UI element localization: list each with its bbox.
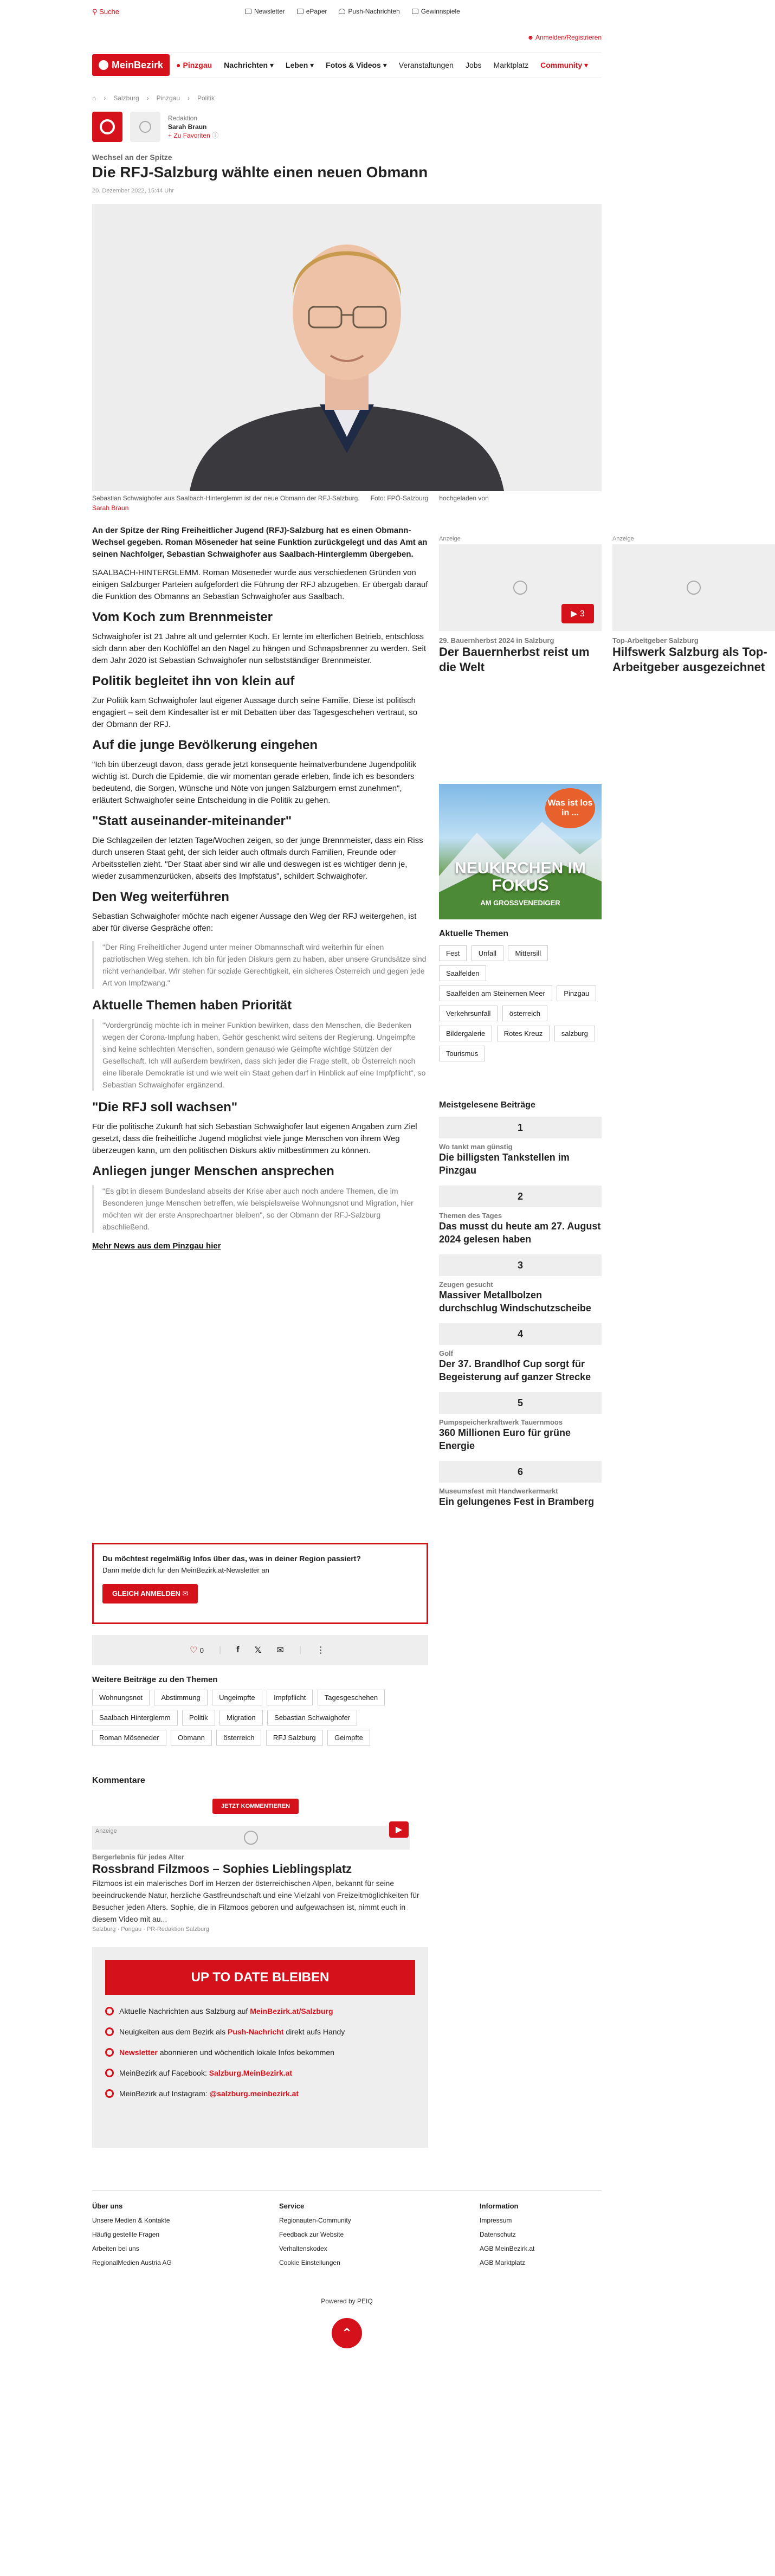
topic-tag[interactable]: Saalfelden am Steinernen Meer [439, 986, 552, 1001]
paragraph: Sebastian Schwaighofer möchte nach eigener Aussage den Weg der RFJ weitergehen, ist aber für diverse Gespräche offen: [92, 912, 417, 933]
badge-icon [105, 2048, 114, 2057]
breadcrumb-politik[interactable]: Politik [197, 94, 215, 102]
chevron-up-icon: ⌃ [341, 2326, 353, 2341]
play-video-icon[interactable]: ▶ 3 [561, 604, 594, 623]
top-bar [0, 0, 694, 25]
footer-col-info: Information Impressum Datenschutz AGB MeinBezirk.at AGB Marktplatz [480, 2202, 535, 2266]
topic-tag[interactable]: Tagesgeschehen [318, 1690, 385, 1705]
ad-image [439, 544, 602, 631]
breadcrumb: ⌂ › Salzburg › Pinzgau › Politik [92, 94, 215, 102]
quote: "Es gibt in diesem Bundesland abseits der Krise aber auch noch andere Themen, die im Besonderen junge Menschen betreffen, wie beispielsweise Wohnungsnot und Migration, hier möchten wir der erste Ansprechpartner bleiben", so der Obmann der RFJ-Salzburg abschließend. [92, 1185, 428, 1233]
topic-tag[interactable]: Obmann [171, 1730, 212, 1746]
rank-number: 5 [439, 1392, 602, 1414]
epaper-link[interactable]: ePaper [297, 8, 327, 15]
mail-icon [245, 9, 251, 14]
like-button[interactable]: ♡ 0 [190, 1646, 204, 1655]
topic-tag[interactable]: Roman Möseneder [92, 1730, 166, 1746]
comments-title: Kommentare [92, 1776, 145, 1785]
nav-leben[interactable]: Leben ▾ [286, 60, 314, 69]
topic-tag[interactable]: Sebastian Schwaighofer [267, 1710, 357, 1725]
author-avatar[interactable] [130, 112, 160, 142]
nav-jobs[interactable]: Jobs [465, 61, 482, 69]
subheading: Vom Koch zum Brennmeister [92, 610, 273, 624]
newspaper-icon [297, 9, 303, 14]
article-lead: An der Spitze der Ring Freiheitlicher Jugend (RFJ)-Salzburg hat es einen Obmann-Wechsel gegeben. Roman Möseneder hat seine Funktion zurückgelegt und das Amt an seinen Nachfolger, Sebastian Schwaighofer aus Saalbach-Hinterglemm übergeben. [92, 526, 428, 559]
topic-tag[interactable]: Bildergalerie [439, 1026, 492, 1041]
newsletter-link[interactable]: Newsletter [245, 8, 285, 15]
topic-tag[interactable]: Verkehrsunfall [439, 1006, 498, 1021]
topic-tag[interactable]: Migration [219, 1710, 262, 1725]
play-video-icon[interactable]: ▶ [389, 1821, 409, 1838]
topic-tag[interactable]: Mittersill [508, 945, 548, 961]
popular-item[interactable]: 3 Zeugen gesucht Massiver Metallbolzen durchschlug Windschutzscheibe [439, 1254, 602, 1315]
topic-tag[interactable]: Tourismus [439, 1046, 485, 1061]
footer-col-about: Über uns Unsere Medien & Kontakte Häufig gestellte Fragen Arbeiten bei uns RegionalMedien Austria AG [92, 2202, 172, 2266]
more-news-link[interactable]: Mehr News aus dem Pinzgau hier [92, 1241, 221, 1251]
rank-number: 3 [439, 1254, 602, 1276]
search-icon: ⚲ [92, 8, 98, 16]
paragraph: Schwaighofer ist 21 Jahre alt und gelernter Koch. Er lernte im elterlichen Betrieb, entschloss sich dann aber den Kochlöffel an den Nagel zu hängen und Schnapsbrenner zu werden. Seit dem Jahr 2020 ist Sebastian Schwaighofer nun selbstständiger Brennmeister. [92, 632, 426, 665]
paragraph: "Ich bin überzeugt davon, dass gerade jetzt konsequente heimatverbundene Jugendpolitik wichtig ist. Durch die Epidemie, die wir momentan gerade erleben, finde ich es besonders bedeutend, die Sorgen, Wünsche und Nöte von jungen Salzburgern ernst zunehmen", erläutert Schwaighofer seine Entscheidung in die Politik zu gehen. [92, 760, 417, 805]
site-logo[interactable]: MeinBezirk [92, 54, 170, 76]
mail-icon: ✉ [182, 1589, 189, 1598]
chevron-down-icon: ▾ [269, 60, 274, 69]
rank-number: 4 [439, 1323, 602, 1345]
paragraph: Die Schlagzeilen der letzten Tage/Wochen zeigen, so der junge Brennmeister, dass ein Riss durch unseren Staat geht, der sich leider auch oftmals durch Familien, Freunde oder Arbeitsstellen zieht. "Der Staat aber sind wir alle und deswegen ist es wichtiger denn je, wieder zusammenzurücken, abseits des Impfstatus", schildert Schwaighofer. [92, 836, 423, 881]
x-twitter-icon[interactable]: 𝕏 [254, 1646, 262, 1655]
caption-uploader-link[interactable]: Sarah Braun [92, 504, 129, 512]
image-caption: Sebastian Schwaighofer aus Saalbach-Hinterglemm ist der neue Obmann der RFJ-Salzburg. Foto: FPÖ-Salzburg hochgeladen von Sarah Braun [92, 494, 489, 512]
topic-tag[interactable]: Geimpfte [327, 1730, 370, 1746]
comment-button[interactable]: JETZT KOMMENTIEREN [212, 1799, 299, 1814]
newsletter-box [92, 1543, 428, 1624]
rank-number: 6 [439, 1461, 602, 1483]
topic-tag[interactable]: Ungeimpfte [212, 1690, 262, 1705]
topic-tag[interactable]: österreich [216, 1730, 261, 1746]
subheading: Anliegen junger Menschen ansprechen [92, 1164, 334, 1178]
article-kicker: Wechsel an der Spitze [92, 153, 172, 162]
chevron-down-icon: ▾ [383, 60, 387, 69]
loading-spinner-icon [513, 581, 527, 595]
badge-icon [105, 2069, 114, 2077]
user-placeholder-icon [139, 121, 151, 133]
nav-marktplatz[interactable]: Marktplatz [493, 61, 529, 69]
paragraph: Zur Politik kam Schwaighofer laut eigener Aussage durch seine Familie. Diese ist politisch engagiert – seit dem Kindesalter ist er mit Debatten über das Tagesgeschehen vertraut, so der Obmann der RFJ. [92, 696, 418, 729]
topic-tag[interactable]: Rotes Kreuz [497, 1026, 550, 1041]
footer-link[interactable]: AGB Marktplatz [480, 2259, 526, 2266]
more-options-icon[interactable]: ⋮ [316, 1646, 325, 1655]
banner-badge: Was ist los in ... [545, 788, 595, 828]
article-date: 20. Dezember 2022, 15:44 Uhr [92, 188, 175, 194]
up-to-date-banner: UP TO DATE BLEIBEN [105, 1960, 415, 1995]
nav-fotos[interactable]: Fotos & Videos ▾ [326, 60, 387, 69]
article-body [92, 525, 428, 1251]
popular-item[interactable]: 1 Wo tankt man günstig Die billigsten Tankstellen im Pinzgau [439, 1117, 602, 1177]
footer-link[interactable]: Häufig gestellte Fragen [92, 2231, 160, 2238]
banner-subtitle: AM GROSSVENEDIGER [480, 899, 560, 907]
heart-icon: ♡ [190, 1646, 198, 1655]
paragraph: Für die politische Zukunft hat sich Sebastian Schwaighofer laut eigenen Angaben zum Ziel gesetzt, dass die freiheitliche Jugend möglichst viele junge Menschen von ihrem Weg überzeugen kann, um den politischen Diskurs aktiv mitbestimmen zu können. [92, 1122, 417, 1155]
footer-link[interactable]: Cookie Einstellungen [279, 2259, 340, 2266]
powered-by[interactable]: Powered by PEIQ [321, 2297, 373, 2305]
home-icon[interactable]: ⌂ [92, 94, 96, 102]
back-to-top-button[interactable] [332, 2318, 362, 2348]
top-links [245, 8, 460, 15]
author-name[interactable]: Sarah Braun [168, 123, 207, 131]
subheading: Auf die junge Bevölkerung eingehen [92, 738, 318, 752]
banner-title: NEUKIRCHEN IM FOKUS [455, 859, 586, 894]
cta-link[interactable]: Newsletter [119, 2048, 158, 2057]
gift-icon [412, 9, 418, 14]
plus-icon: + [168, 132, 172, 139]
portrait-illustration [92, 204, 602, 491]
loading-spinner-icon [244, 1831, 258, 1845]
footer-link[interactable]: AGB MeinBezirk.at [480, 2245, 535, 2252]
footer-link[interactable]: Feedback zur Website [279, 2231, 344, 2238]
cta-link[interactable]: MeinBezirk.at/Salzburg [250, 2007, 333, 2015]
author-info [168, 114, 218, 140]
footer-link[interactable]: Regionauten-Community [279, 2217, 351, 2224]
footer [92, 2190, 602, 2271]
cta-link[interactable]: Push-Nachricht [228, 2027, 284, 2036]
topic-tag[interactable]: RFJ Salzburg [266, 1730, 323, 1746]
nav-community[interactable]: Community ▾ [540, 60, 589, 69]
topic-tag[interactable]: Unfall [472, 945, 503, 961]
chevron-down-icon: ▾ [584, 60, 589, 69]
publisher-avatar[interactable] [92, 112, 122, 142]
badge-icon [105, 2089, 114, 2098]
footer-link[interactable]: Arbeiten bei uns [92, 2245, 139, 2252]
region-selector[interactable]: ● Pinzgau [176, 61, 212, 69]
main-nav [92, 52, 602, 78]
logo-icon [99, 60, 108, 70]
up-to-date-box [92, 1947, 428, 2148]
popular-item[interactable]: 2 Themen des Tages Das musst du heute am 27. August 2024 gelesen haben [439, 1186, 602, 1246]
push-link[interactable]: Push-Nachrichten [339, 8, 399, 15]
topic-tag[interactable]: Abstimmung [154, 1690, 207, 1705]
topic-tag[interactable]: Wohnungsnot [92, 1690, 150, 1705]
facebook-icon[interactable]: f [236, 1645, 240, 1654]
topic-tag[interactable]: österreich [502, 1006, 547, 1021]
topic-tag[interactable]: Politik [182, 1710, 215, 1725]
author-role: Redaktion [168, 114, 198, 122]
quote: "Der Ring Freiheitlicher Jugend unter meiner Obmannschaft wird weiterhin für einen patriotischen Weg stehen. Ich bin für jeden Diskurs gern zu haben, aber unsere Grundsätze sind nicht verhandelbar. Wir stehen für soziale Gerechtigkeit, ein sicheres Österreich und gegen jede Art von Impfzwang." [92, 941, 428, 989]
quote: "Vordergründig möchte ich in meiner Funktion bewirken, dass den Menschen, die Bedenken wegen der Corona-Impfung haben, Gehör geschenkt wird seitens der Regierung. Ungeimpfte sind keine schlechten Menschen, sondern genauso wie Geimpfte wichtige Stützen der Gesellschaft. Ich will außerdem bewirken, dass sich jeder die Frage stellt, ob Österreich noch eine liberale Demokratie ist und wie weit ein Staat gehen darf in Hinblick auf eine Impfpflicht", so Sebastian Schwaighofer ergänzend. [92, 1019, 428, 1091]
mail-share-icon[interactable]: ✉ [276, 1646, 284, 1655]
author-row [92, 112, 218, 142]
promo-ad-strip[interactable]: Anzeige [92, 1826, 410, 1850]
breadcrumb-salzburg[interactable]: Salzburg [113, 94, 139, 102]
subheading: "Die RFJ soll wachsen" [92, 1100, 238, 1115]
popular-title: Meistgelesene Beiträge [439, 1100, 535, 1110]
paragraph: SAALBACH-HINTERGLEMM. Roman Möseneder wurde aus verschiedenen Gründen von einigen Salzburger Parteien aufgefordert die Führung der RFJ abzugeben. Er übergab darauf die Funktion des Obmanns an Sebastian Schwaighofer aus Saalbach. [92, 568, 428, 601]
follow-link[interactable]: + Zu Favoriten ⓘ [168, 132, 219, 139]
cta-item: Neuigkeiten aus dem Bezirk als Push-Nachricht direkt aufs Handy [105, 2027, 415, 2036]
user-icon: ☻ [527, 34, 534, 41]
badge-icon [105, 2007, 114, 2015]
login-link[interactable]: ☻ Anmelden/Registrieren [527, 34, 602, 41]
chevron-down-icon: ▾ [310, 60, 314, 69]
topic-tag[interactable]: Pinzgau [557, 986, 596, 1001]
bell-icon [339, 9, 345, 14]
nav-nachrichten[interactable]: Nachrichten ▾ [224, 60, 274, 69]
rank-number: 1 [439, 1117, 602, 1138]
cta-item: Aktuelle Nachrichten aus Salzburg auf MeinBezirk.at/Salzburg [105, 2007, 415, 2015]
gewinnspiele-link[interactable]: Gewinnspiele [412, 8, 460, 15]
popular-item[interactable]: 5 Pumpspeicherkraftwerk Tauernmoos 360 Millionen Euro für grüne Energie [439, 1392, 602, 1452]
search-link[interactable]: ⚲ Suche [92, 8, 120, 16]
popular-item[interactable]: 6 Museumsfest mit Handwerkermarkt Ein gelungenes Fest in Bramberg [439, 1461, 602, 1508]
ad-image [612, 544, 775, 631]
newsletter-question: Du möchtest regelmäßig Infos über das, was in deiner Region passiert? [102, 1554, 361, 1563]
more-topics-title: Weitere Beiträge zu den Themen [92, 1675, 218, 1684]
social-bar: ♡ 0 | f 𝕏 ✉ | ⋮ [92, 1635, 428, 1665]
location-pin-icon: ● [176, 61, 181, 69]
nav-veranstaltungen[interactable]: Veranstaltungen [398, 61, 454, 69]
footer-link[interactable]: Impressum [480, 2217, 512, 2224]
rank-number: 2 [439, 1186, 602, 1207]
cta-link[interactable]: Salzburg.MeinBezirk.at [209, 2069, 293, 2077]
cta-item: MeinBezirk auf Facebook: Salzburg.MeinBezirk.at [105, 2069, 415, 2077]
footer-link[interactable]: Verhaltenskodex [279, 2245, 327, 2252]
ad-card-bauernherbst[interactable]: Anzeige ▶ 3 29. Bauernherbst 2024 in Salzburg Der Bauernherbst reist um die Welt [439, 536, 602, 675]
breadcrumb-pinzgau[interactable]: Pinzgau [156, 94, 180, 102]
cta-item: Newsletter abonnieren und wöchentlich lokale Infos bekommen [105, 2048, 415, 2057]
topic-tag[interactable]: Saalfelden [439, 965, 486, 981]
info-icon[interactable]: ⓘ [212, 132, 219, 139]
cta-item: MeinBezirk auf Instagram: @salzburg.meinbezirk.at [105, 2089, 415, 2098]
popular-item[interactable]: 4 Golf Der 37. Brandlhof Cup sorgt für Begeisterung auf ganzer Strecke [439, 1323, 602, 1383]
topic-tag[interactable]: Saalbach Hinterglemm [92, 1710, 178, 1725]
footer-col-service: Service Regionauten-Community Feedback zur Website Verhaltenskodex Cookie Einstellungen [279, 2202, 351, 2266]
subheading: "Statt auseinander-miteinander" [92, 814, 292, 828]
topics-title: Aktuelle Themen [439, 929, 509, 938]
more-topics [92, 1675, 428, 1750]
ad-card-hilfswerk[interactable]: Anzeige Top-Arbeitgeber Salzburg Hilfswerk Salzburg als Top-Arbeitgeber ausgezeichnet [612, 536, 694, 675]
sidebar-topics [439, 929, 602, 1066]
article-title: Die RFJ-Salzburg wählte einen neuen Obmann [92, 164, 428, 181]
footer-link[interactable]: RegionalMedien Austria AG [92, 2259, 172, 2266]
footer-link[interactable]: Unsere Medien & Kontakte [92, 2217, 170, 2224]
topic-tag[interactable]: Fest [439, 945, 467, 961]
hero-image[interactable] [92, 204, 602, 491]
subheading: Politik begleitet ihn von klein auf [92, 674, 295, 688]
badge-icon [105, 2027, 114, 2036]
footer-link[interactable]: Datenschutz [480, 2231, 516, 2238]
sidebar-popular [439, 1100, 602, 1517]
newsletter-sub: Dann melde dich für den MeinBezirk.at-Newsletter an [102, 1566, 269, 1574]
neukirchen-banner[interactable] [439, 784, 602, 919]
promo-article[interactable]: Bergerlebnis für jedes Alter Rossbrand Filzmoos – Sophies Lieblingsplatz Filzmoos ist ein malerisches Dorf im Herzen der österreichischen Alpen, bekannt für seine beeindruckende Natur, herzliche Gastfreundschaft und eine Vielzahl von Freizeitmöglichkeiten für Besucher jeden Alters. Sophie, die in Filzmoos geboren und aufgewachsen ist, nimmt euch in diesem Video mit au... Salzburg · Pongau · PR-Redaktion Salzburg [92, 1853, 419, 1933]
cta-link[interactable]: @salzburg.meinbezirk.at [209, 2089, 299, 2098]
topic-tag[interactable]: Impfpflicht [267, 1690, 313, 1705]
loading-spinner-icon [687, 581, 701, 595]
subheading: Den Weg weiterführen [92, 890, 229, 904]
newsletter-signup-button[interactable]: GLEICH ANMELDEN ✉ [102, 1584, 198, 1603]
topic-tag[interactable]: salzburg [554, 1026, 595, 1041]
sidebar-ad-cards [439, 536, 602, 675]
subheading: Aktuelle Themen haben Priorität [92, 998, 292, 1013]
